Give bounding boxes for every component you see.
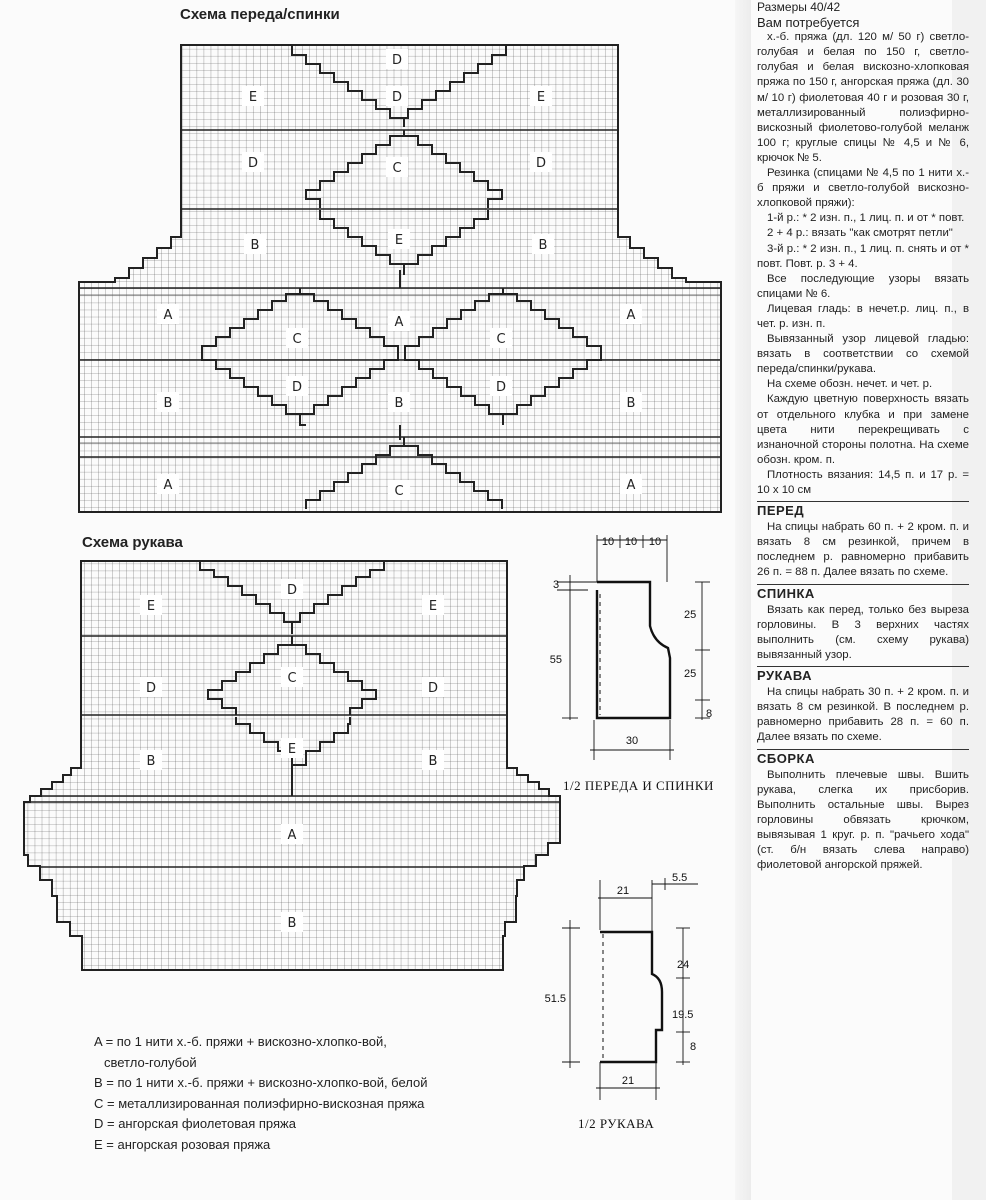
front-schematic bbox=[540, 530, 740, 770]
front-dim-top2: 10 bbox=[624, 536, 638, 548]
front-label-c-top: C bbox=[392, 161, 402, 176]
front-dim-upper: 25 bbox=[684, 609, 697, 621]
sizes-text: Размеры 40/42 bbox=[757, 0, 841, 14]
sleeve-label-a-center: A bbox=[287, 828, 297, 843]
row24-text: 2 + 4 р.: вязать "как смотрят петли" bbox=[767, 227, 953, 240]
front-label-d1: D bbox=[391, 53, 403, 68]
odd-even-text: На схеме обозн. нечет. и чет. р. bbox=[767, 378, 933, 391]
sleeve-section-body: На спицы набрать 30 п. + 2 кром. п. и вязать 8 см резинкой. В последнем р. равномерно прибавить 28 п. = 60 п. Далее вязать по схеме. bbox=[757, 686, 969, 744]
rib-text: Резинка (спицами № 4,5 по 1 нити х.-б пряжи и светло-голубой вискозно-хлопковой пряжи): bbox=[757, 167, 969, 210]
front-chart bbox=[0, 0, 735, 530]
legend-b: B = по 1 нити х.-б. пряжи + вискозно-хлопко-вой, белой bbox=[94, 1075, 428, 1090]
color-legend bbox=[94, 1032, 434, 1155]
legend-e: E = ангорская розовая пряжа bbox=[94, 1136, 271, 1152]
sleeve-dim-middle: 19.5 bbox=[672, 1009, 694, 1021]
sleeve-label-e-center: E bbox=[287, 742, 297, 757]
front-dim-top1: 10 bbox=[601, 536, 615, 548]
front-label-a-left3: A bbox=[163, 478, 173, 493]
front-dim-neck: 3 bbox=[553, 579, 560, 591]
front-label-b-left2: B bbox=[163, 396, 173, 411]
front-label-d-right2: D bbox=[495, 380, 507, 395]
legend-d: D = ангорская фиолетовая пряжа bbox=[94, 1116, 296, 1131]
sleeve-dim-top: 21 bbox=[616, 885, 630, 897]
front-label-d-right: D bbox=[535, 156, 547, 171]
needed-title: Вам потребуется bbox=[757, 15, 860, 31]
sleeve-section-title: РУКАВА bbox=[757, 666, 969, 683]
assembly-section-title: СБОРКА bbox=[757, 749, 969, 766]
sleeve-label-e-left: E bbox=[146, 599, 156, 614]
back-section-title: СПИНКА bbox=[757, 584, 969, 601]
stockinette-text: Лицевая гладь: в нечет.р. лиц. п., в чет. р. изн. п. bbox=[757, 302, 969, 330]
sleeve-label-d-right: D bbox=[427, 681, 439, 696]
front-chart-title: Схема переда/спинки bbox=[180, 6, 340, 23]
sleeve-dim-top-offset: 5.5 bbox=[672, 872, 688, 884]
front-label-e-left: E bbox=[248, 90, 258, 105]
sleeve-label-b-bottom: B bbox=[287, 916, 297, 931]
front-label-d-left2: D bbox=[291, 380, 303, 395]
front-label-e-right: E bbox=[536, 90, 546, 105]
front-label-d-left: D bbox=[247, 156, 259, 171]
front-label-a-right3: A bbox=[626, 478, 636, 493]
materials-text: х.-б. пряжа (дл. 120 м/ 50 г) светло-голубая и белая по 150 г, светло-голубая и белая вискозно-хлопковая пряжа по 150 г, ангорская пряжа (дл. 30 м/ 10 г) фиолетовая 40 г и розовая 30 г, металлизированный полиэфирно-вискозный фиолетово-голубой меланж 100 г; круглые спицы № 4,5 и № 6, крючок № 5. bbox=[757, 31, 969, 164]
front-label-d2: D bbox=[391, 90, 403, 105]
patterns-text: Все последующие узоры вязать спицами № 6. bbox=[757, 272, 969, 300]
sleeve-dim-bottom: 8 bbox=[690, 1041, 697, 1053]
assembly-section-body: Выполнить плечевые швы. Вшить рукава, слегка их присборив. Выполнить остальные швы. Вырез горловины обвязать крючком, вывязывая 1 круг. р. п. "рачьего хода" (ст. б/н вязать слева направо) фиолетовой ангорской пряжей. bbox=[757, 768, 969, 872]
front-label-e-center: E bbox=[394, 233, 404, 248]
legend-a: A = по 1 нити х.-б. пряжи + вискозно-хлопко-вой, светло-голубой bbox=[94, 1034, 387, 1070]
label-box bbox=[386, 49, 408, 69]
instructions-column bbox=[757, 0, 969, 873]
front-label-b-right2: B bbox=[626, 396, 636, 411]
sleeve-dim-upper: 24 bbox=[677, 959, 690, 971]
sleeve-chart bbox=[0, 550, 570, 980]
row1-text: 1-й р.: * 2 изн. п., 1 лиц. п. и от * повт. bbox=[767, 212, 965, 225]
front-dim-middle: 25 bbox=[684, 668, 697, 680]
colors-text: Каждую цветную поверхность вязать от отдельного клубка и при замене цвета нити перекрещивать с изнаночной стороны полотна. На схеме обозн. кром. п. bbox=[757, 393, 969, 466]
sleeve-label-b-right: B bbox=[428, 754, 438, 769]
sleeve-label-d-left: D bbox=[145, 681, 157, 696]
front-dim-bottom: 8 bbox=[706, 708, 713, 720]
front-label-b-center: B bbox=[394, 396, 404, 411]
knitted-pattern-text: Вывязанный узор лицевой гладью: вязать в соответствии со схемой переда/спинки/рукава. bbox=[757, 333, 969, 376]
sleeve-dim-width: 21 bbox=[621, 1075, 635, 1087]
legend-c: C = металлизированная полиэфирно-вискозная пряжа bbox=[94, 1095, 425, 1111]
front-dim-top3: 10 bbox=[648, 536, 662, 548]
row3-text: 3-й р.: * 2 изн. п., 1 лиц. п. снять и от * повт. Повт. р. 3 + 4. bbox=[757, 242, 969, 270]
sleeve-schematic bbox=[540, 870, 740, 1100]
front-label-c-left: C bbox=[292, 332, 302, 347]
front-schematic-caption: 1/2 ПЕРЕДА И СПИНКИ bbox=[563, 778, 714, 793]
front-dim-width: 30 bbox=[625, 735, 639, 747]
front-label-b-right: B bbox=[538, 238, 548, 253]
front-label-c-bottom: C bbox=[394, 484, 404, 499]
front-label-c-right: C bbox=[496, 332, 506, 347]
sleeve-label-b-left: B bbox=[146, 754, 156, 769]
front-section-title: ПЕРЕД bbox=[757, 501, 969, 518]
sleeve-label-e-right: E bbox=[428, 599, 438, 614]
front-label-a-center: A bbox=[394, 315, 404, 330]
sleeve-chart-title: Схема рукава bbox=[82, 534, 183, 551]
sleeve-label-c-center: C bbox=[287, 671, 297, 686]
back-section-body: Вязать как перед, только без выреза горловины. В 3 верхних частях выполнить (см. схему рукава) вывязанный узор. bbox=[757, 603, 969, 661]
front-section-body: На спицы набрать 60 п. + 2 кром. п. и вязать 8 см резинкой, причем в последнем р. равномерно прибавить 26 п. = 88 п. Далее вязать по схеме. bbox=[757, 521, 969, 579]
sleeve-dim-height: 51.5 bbox=[544, 993, 566, 1005]
sleeve-schematic-caption: 1/2 РУКАВА bbox=[578, 1116, 655, 1131]
front-label-b-left: B bbox=[250, 238, 260, 253]
front-label-a-right1: A bbox=[626, 308, 636, 323]
gauge-text: Плотность вязания: 14,5 п. и 17 р. = 10 х 10 см bbox=[757, 468, 969, 496]
front-label-a-left1: A bbox=[163, 308, 173, 323]
sleeve-label-d-top: D bbox=[286, 583, 298, 598]
front-dim-height: 55 bbox=[549, 654, 562, 666]
